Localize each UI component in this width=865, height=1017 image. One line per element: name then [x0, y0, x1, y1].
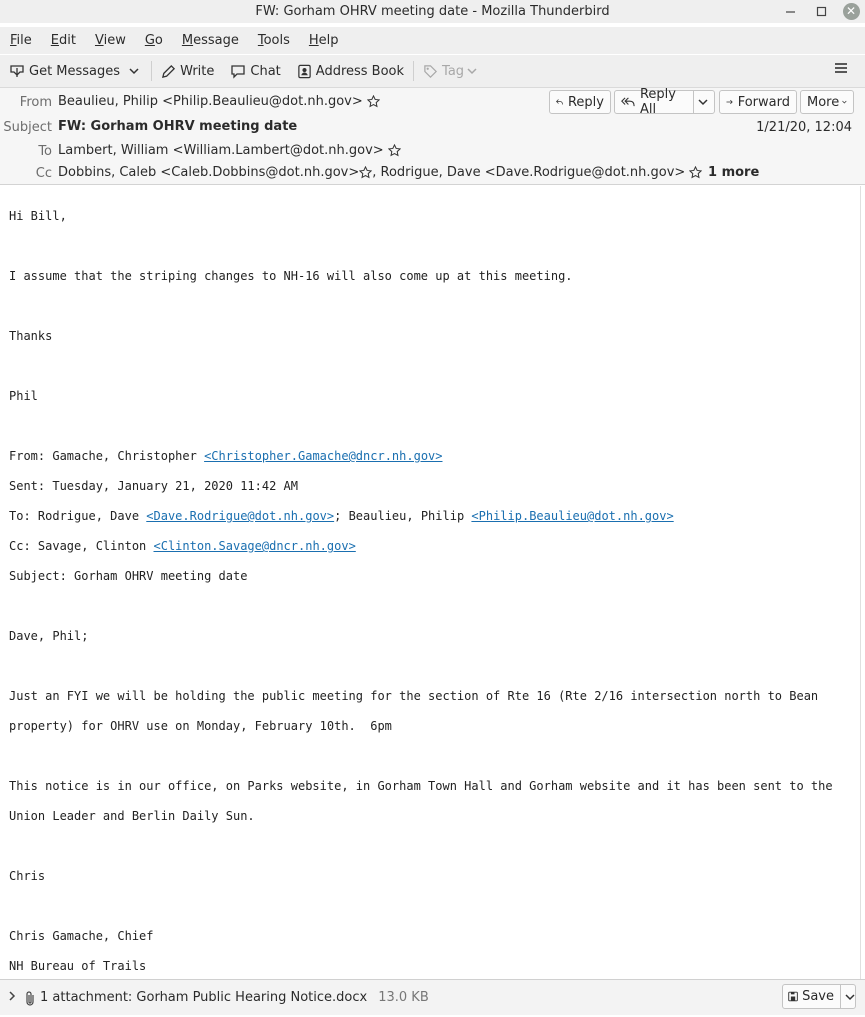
body-line: Phil — [9, 389, 38, 403]
reply-all-icon — [621, 96, 635, 108]
close-icon: ✕ — [843, 3, 860, 20]
star-icon[interactable] — [689, 166, 702, 179]
menubar — [0, 27, 865, 54]
reply-icon — [556, 96, 563, 108]
body-line: Just an FYI we will be holding the public meeting for the section of Rte 16 (Rte 2/16 intersection north to Bean — [9, 689, 819, 703]
from-label: From — [19, 95, 52, 110]
reply-all-dropdown[interactable] — [693, 91, 708, 113]
tag-button[interactable]: Tag — [418, 58, 486, 84]
pane-edge — [860, 186, 865, 979]
body-line: Hi Bill, — [9, 209, 67, 223]
window-titlebar — [0, 0, 865, 23]
pencil-icon — [161, 64, 176, 79]
chevron-right-icon — [8, 991, 16, 1001]
save-dropdown[interactable] — [840, 985, 855, 1008]
save-icon — [788, 990, 798, 1003]
get-messages-dropdown[interactable] — [125, 58, 147, 84]
menu-message[interactable]: Message — [181, 33, 239, 48]
menu-go[interactable]: Go — [144, 33, 163, 48]
body-line: property) for OHRV use on Monday, February 10th. 6pm — [9, 719, 392, 733]
reply-all-button[interactable]: Reply All — [614, 90, 715, 114]
window-controls — [775, 0, 865, 23]
cc-value[interactable]: Dobbins, Caleb <Caleb.Dobbins@dot.nh.gov> , Rodrigue, Dave <Dave.Rodrigue@dot.nh.gov> — [58, 165, 702, 180]
address-book-button[interactable]: Address Book — [292, 58, 409, 84]
address-book-icon — [297, 64, 312, 79]
body-line: Chris — [9, 869, 46, 883]
download-icon — [9, 63, 25, 79]
menu-help[interactable]: Help — [308, 33, 339, 48]
body-line: Union Leader and Berlin Daily Sun. — [9, 809, 255, 823]
message-header — [0, 88, 865, 185]
fwd-cc-line: Cc: Savage, Clinton <Clinton.Savage@dncr.nh.gov> — [9, 539, 356, 553]
forward-icon — [726, 96, 733, 108]
body-line: Dave, Phil; — [9, 629, 89, 643]
chevron-down-icon — [845, 992, 855, 1002]
menu-file[interactable]: File — [10, 33, 32, 48]
more-button[interactable]: More — [800, 90, 854, 114]
to-label: To — [38, 144, 52, 159]
close-button[interactable] — [837, 0, 865, 23]
message-date: 1/21/20, 12:04 — [756, 120, 852, 135]
signature-line: NH Bureau of Trails — [9, 959, 147, 973]
signature-line: Chris Gamache, Chief — [9, 929, 154, 943]
chevron-down-icon — [129, 66, 139, 76]
menu-tools[interactable]: Tools — [257, 33, 290, 48]
chat-button[interactable]: Chat — [225, 58, 285, 84]
email-link[interactable]: <Dave.Rodrigue@dot.nh.gov> — [146, 509, 335, 523]
toolbar-divider — [151, 61, 152, 81]
window-title: FW: Gorham OHRV meeting date - Mozilla Thunderbird — [255, 4, 610, 19]
chat-icon — [230, 64, 246, 79]
subject-value: FW: Gorham OHRV meeting date — [58, 119, 298, 134]
attachment-size: 13.0 KB — [378, 990, 429, 1005]
star-icon[interactable] — [367, 95, 380, 108]
write-button[interactable]: Write — [156, 58, 219, 84]
maximize-button[interactable] — [806, 0, 837, 23]
reply-button[interactable]: Reply — [549, 90, 611, 114]
fwd-sent-line: Sent: Tuesday, January 21, 2020 11:42 AM — [9, 479, 298, 493]
chevron-down-icon — [698, 97, 708, 107]
maximize-icon — [816, 6, 827, 17]
get-messages-button[interactable]: Get Messages — [4, 58, 125, 84]
from-value[interactable]: Beaulieu, Philip <Philip.Beaulieu@dot.nh.gov> — [58, 94, 380, 109]
tag-icon — [423, 64, 438, 79]
hamburger-icon — [834, 61, 848, 75]
attachment-bar — [0, 979, 865, 1015]
cc-more-link[interactable]: 1 more — [708, 165, 760, 180]
body-line: This notice is in our office, on Parks website, in Gorham Town Hall and Gorham website and it has been sent to the — [9, 779, 833, 793]
chevron-down-icon — [842, 97, 847, 107]
email-link[interactable]: <Philip.Beaulieu@dot.nh.gov> — [471, 509, 674, 523]
minimize-button[interactable] — [775, 0, 806, 23]
message-body — [0, 186, 860, 979]
minimize-icon — [785, 6, 796, 17]
toolbar-divider — [413, 61, 414, 81]
to-value[interactable]: Lambert, William <William.Lambert@dot.nh.gov> — [58, 143, 401, 158]
menu-edit[interactable]: Edit — [50, 33, 76, 48]
cc-label: Cc — [35, 166, 52, 181]
subject-label: Subject — [3, 120, 52, 135]
email-link[interactable]: <Clinton.Savage@dncr.nh.gov> — [153, 539, 356, 553]
paperclip-icon — [24, 990, 36, 1006]
body-line: Thanks — [9, 329, 53, 343]
fwd-to-line: To: Rodrigue, Dave <Dave.Rodrigue@dot.nh.gov>; Beaulieu, Philip <Philip.Beaulieu@dot.nh.gov> — [9, 509, 674, 523]
chevron-down-icon — [467, 66, 477, 76]
body-line: I assume that the striping changes to NH-16 will also come up at this meeting. — [9, 269, 573, 283]
email-link[interactable]: <Christopher.Gamache@dncr.nh.gov> — [204, 449, 443, 463]
attachment-toggle[interactable] — [0, 990, 24, 1005]
main-toolbar — [0, 55, 865, 88]
menu-view[interactable]: View — [94, 33, 126, 48]
save-attachment-button[interactable]: Save — [782, 984, 856, 1009]
app-menu-button[interactable] — [834, 61, 848, 79]
fwd-from-line: From: Gamache, Christopher <Christopher.Gamache@dncr.nh.gov> — [9, 449, 443, 463]
forward-button[interactable]: Forward — [719, 90, 797, 114]
fwd-subject-line: Subject: Gorham OHRV meeting date — [9, 569, 248, 583]
star-icon[interactable] — [359, 166, 372, 179]
attachment-name[interactable]: 1 attachment: Gorham Public Hearing Notice.docx — [40, 990, 368, 1005]
star-icon[interactable] — [388, 144, 401, 157]
